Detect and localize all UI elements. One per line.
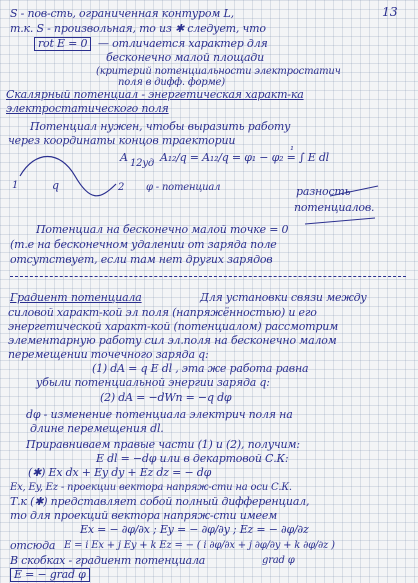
line-grad-1: Для установки связи между (200, 291, 367, 304)
equation-star: (✱) Ex dx + Ey dy + Ez dz = − dφ (28, 466, 212, 479)
equation-2: (2) dA = −dWп = −q dφ (100, 391, 232, 404)
line-dphi-2: длине перемещения dl. (30, 422, 164, 435)
line-criterion: (критерий потенциальности электростатич (96, 66, 341, 77)
equation-1: (1) dA = q E dl , эта же работа равна (92, 362, 309, 375)
line-grad-4: элементарную работу сил эл.поля на бесконечно малом (8, 334, 337, 347)
line-projections: Ex, Ey, Ez - проекции вектора напряж-сти на оси С.К. (10, 482, 292, 493)
line-hence: отсюда (10, 539, 56, 552)
section-divider (10, 276, 406, 277)
line-surface: S - пов-сть, ограниченная контуром L, (10, 7, 234, 20)
line-electrostatic-field: электростатического поля (6, 102, 169, 115)
label-difference: разность (296, 185, 351, 198)
equation-final: E = − grad φ (10, 568, 90, 582)
line-inf-2: (т.е на бесконечном удалении от заряда поле (10, 238, 277, 251)
line-via-coordinates: через координаты концов траектории (8, 134, 236, 147)
line-grad-3: энергетической характ-кой (потенциалом) рассмотрим (8, 320, 339, 333)
diagram-point-1: 1 (12, 180, 19, 191)
label-grad-phi: grad φ (262, 555, 295, 566)
label-of-potentials: потенциалов. (294, 201, 375, 214)
diagram-point-2: 2 (118, 182, 125, 193)
line-since-1: Т.к (✱) представляет собой полный дифференциал, (10, 495, 310, 508)
formula-work-a: A (120, 151, 128, 164)
heading-gradient: Градиент потенциала (10, 291, 142, 304)
line-differs: — отличается характер для (98, 37, 268, 50)
line-infinitesimal-area: бесконечно малой площади (106, 51, 264, 64)
formula-work: A₁₂/q = A₁₂/q = φ₁ − φ₂ = ∫ E dl (160, 151, 329, 164)
line-inf-1: Потенциал на бесконечно малой точке = 0 (36, 223, 289, 236)
diagram-charge-q: q (52, 179, 59, 192)
line-bracket: В скобках - градиент потенциала (10, 554, 206, 567)
line-phi-potential: φ - потенциал (146, 182, 221, 193)
line-grad-2: силовой характ-кой эл поля (напряжённостью) и его (8, 306, 317, 319)
page-number: 13 (382, 4, 398, 19)
line-potential-loss: убыли потенциальной энергии заряда q: (36, 376, 270, 389)
equation-components: Ex = − ∂φ/∂x ; Ey = − ∂φ/∂y ; Ez = − ∂φ/∂z (80, 523, 309, 536)
line-grad-5: перемещении точечного заряда q: (8, 348, 209, 361)
heading-scalar-potential: Скалярный потенциал - энергетическая характ-ка (6, 88, 304, 101)
formula-rot-e: rot E = 0 (34, 37, 91, 51)
line-since-arbitrary: т.к. S - произвольная, то из ✱ следует, что (10, 22, 266, 35)
line-potential-needed: Потенциал нужен, чтобы выразить работу (30, 120, 291, 133)
line-equate: Приравниваем правые части (1) и (2), получим: (26, 438, 300, 451)
equation-vector: E = i Ex + j Ey + k Ez = − ( i ∂φ/∂x + j ∂φ/∂y + k ∂φ/∂z ) (64, 540, 335, 551)
line-dphi-1: dφ - изменение потенциала электрич поля на (26, 408, 293, 421)
line-inf-3: отсутствует, если там нет других зарядов (10, 253, 273, 266)
formula-work-sub: 12уд (130, 158, 155, 169)
line-edl: E dl = −dφ или в декартовой С.К: (96, 452, 289, 465)
line-diff-form: поля в дифф. форме) (118, 77, 225, 88)
line-since-2: то для проекций вектора напряж-сти имеем (10, 509, 278, 522)
formula-integral-limit: ₁ (290, 142, 294, 153)
